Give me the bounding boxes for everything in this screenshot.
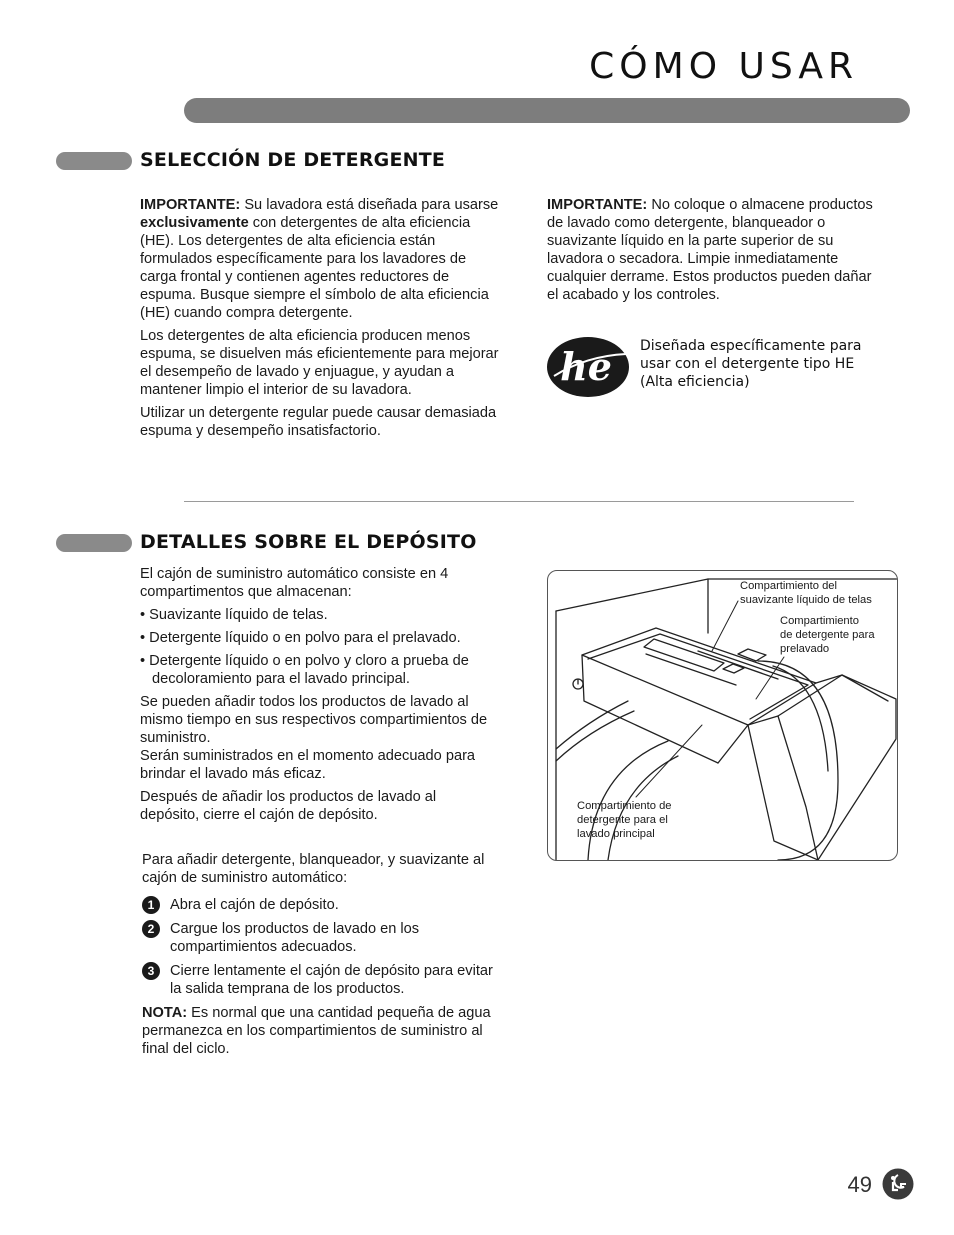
dispenser-diagram	[547, 570, 898, 861]
he-caption-line: Diseñada específicamente para	[640, 338, 862, 354]
chapter-title: CÓMO USAR	[589, 46, 858, 87]
important-label: IMPORTANTE:	[547, 197, 648, 213]
callout-softener	[740, 579, 872, 607]
text-span: Su lavadora está diseñada para usarse	[240, 197, 499, 213]
step-item	[142, 896, 502, 914]
step-item	[142, 920, 502, 956]
important-label: IMPORTANTE:	[140, 197, 241, 213]
step-number-badge: 3	[142, 962, 160, 980]
list-item: • Detergente líquido o en polvo para el prelavado.	[140, 630, 461, 646]
important-paragraph-2	[547, 196, 877, 304]
add-products-paragraph: Se pueden añadir todos los productos de lavado al mismo tiempo en sus respectivos compartimientos de suministro.	[140, 694, 488, 746]
callout-line: lavado principal	[577, 828, 655, 840]
dispenser-column	[140, 565, 495, 829]
callout-line: prelavado	[780, 643, 830, 655]
page-number: 49	[847, 1172, 872, 1197]
section-marker	[56, 534, 132, 552]
he-benefits-paragraph: Los detergentes de alta eficiencia producen menos espuma, se disuelven más eficientemente para mejorar el desempeño de lavado y enjuague, y ayudan a mantener limpio el interior de su lavadora.	[140, 328, 499, 398]
timing-paragraph: Serán suministrados en el momento adecuado para brindar el lavado más eficaz.	[140, 748, 476, 782]
he-logo	[546, 336, 630, 398]
steps-block	[142, 851, 502, 1063]
note-label: NOTA:	[142, 1005, 188, 1021]
he-logo-text: he	[560, 344, 612, 389]
step-item	[142, 962, 502, 998]
callout-line: Compartimiento de	[577, 800, 672, 812]
list-item: • Suavizante líquido de telas.	[140, 607, 328, 623]
step-text: Abra el cajón de depósito.	[170, 897, 339, 913]
callout-prewash	[780, 614, 875, 656]
step-text: Cierre lentamente el cajón de depósito para evitar la salida temprana de los productos.	[170, 963, 493, 997]
detergent-right-column	[547, 196, 877, 309]
step-text: Cargue los productos de lavado en los compartimientos adecuados.	[170, 921, 420, 955]
dispenser-intro: El cajón de suministro automático consiste en 4 compartimentos que almacenan:	[140, 566, 449, 600]
he-caption-line: (Alta eficiencia)	[640, 374, 750, 390]
he-caption-line: usar con el detergente tipo HE	[640, 356, 855, 372]
text-span: Es normal que una cantidad pequeña de agua permanezca en los compartimientos de suministro al final del ciclo.	[142, 1005, 491, 1057]
callout-line: Compartimiento del	[740, 580, 838, 592]
steps-intro: Para añadir detergente, blanqueador, y suavizante al cajón de suministro automático:	[142, 852, 485, 886]
callout-line: suavizante líquido de telas	[740, 594, 872, 606]
regular-detergent-warning: Utilizar un detergente regular puede causar demasiada espuma y desempeño insatisfactorio.	[140, 405, 497, 439]
he-caption	[640, 337, 900, 391]
emphasis-text: exclusivamente	[140, 215, 249, 231]
section-marker	[56, 152, 132, 170]
callout-line: de detergente para	[780, 629, 875, 641]
text-span: No coloque o almacene productos de lavado como detergente, blanqueador o suavizante líquido en la parte superior de su lavadora o secadora. Limpie inmediatamente cualquier derrame. Estos productos pueden dañar el acabado y los controles.	[547, 197, 873, 303]
note-paragraph	[142, 1004, 502, 1058]
important-paragraph-1	[140, 196, 505, 322]
step-number-badge: 1	[142, 896, 160, 914]
close-drawer-paragraph: Después de añadir los productos de lavado al depósito, cierre el cajón de depósito.	[140, 789, 437, 823]
lg-logo	[882, 1168, 914, 1200]
section-divider	[184, 501, 854, 502]
callout-line: detergente para el	[577, 814, 668, 826]
section-title-detergent: SELECCIÓN DE DETERGENTE	[140, 149, 446, 171]
callout-main-wash	[577, 799, 672, 841]
list-item: • Detergente líquido o en polvo y cloro a prueba de decoloramiento para el lavado principal.	[140, 653, 469, 687]
section-title-dispenser: DETALLES SOBRE EL DEPÓSITO	[140, 531, 477, 553]
step-number-badge: 2	[142, 920, 160, 938]
header-bar	[184, 98, 910, 123]
callout-line: Compartimiento	[780, 615, 859, 627]
text-span: con detergentes de alta eficiencia (HE). Los detergentes de alta eficiencia están formulados específicamente para los lavadores de carga frontal y contienen agentes reductores de espuma. Busque siempre el símbolo de alta eficiencia (HE) cuando compra detergente.	[140, 215, 489, 321]
detergent-left-column	[140, 196, 505, 445]
